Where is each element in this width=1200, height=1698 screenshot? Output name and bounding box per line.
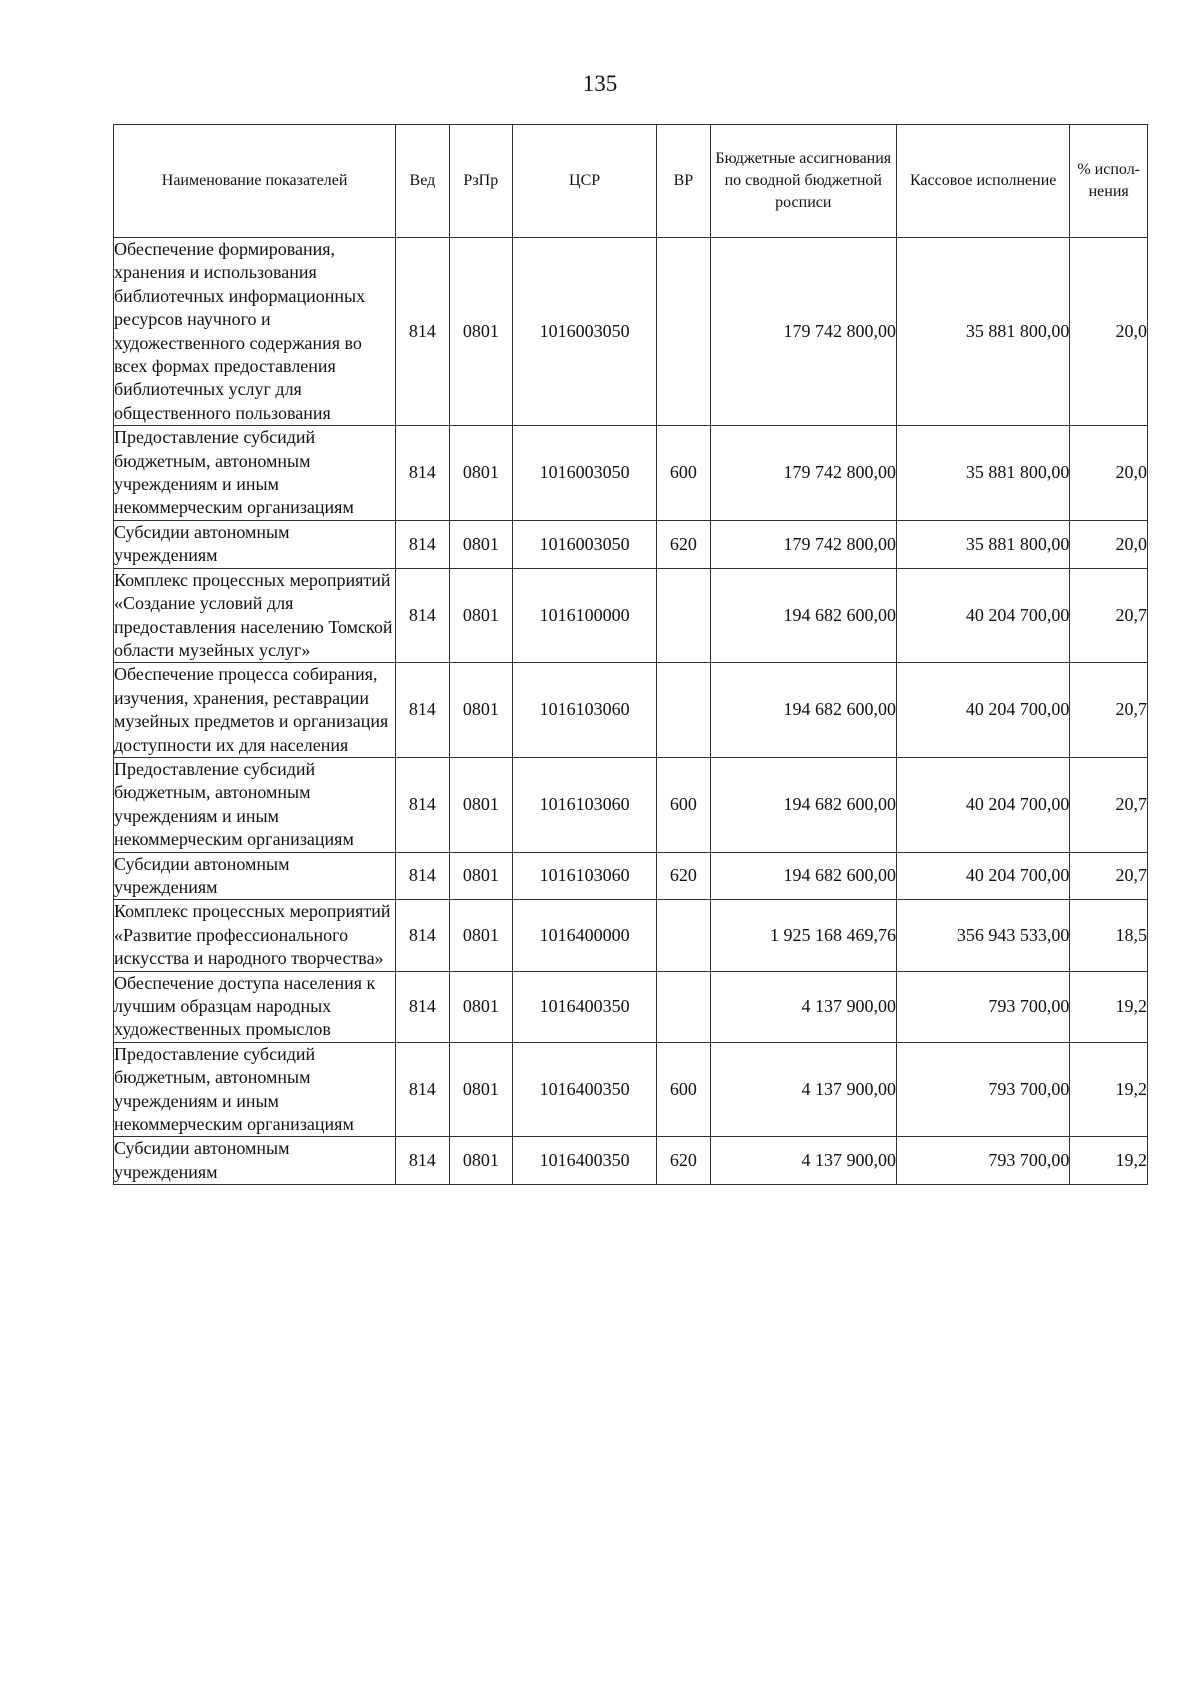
row-rzpr: 0801 — [449, 1137, 512, 1185]
row-vr — [657, 971, 710, 1042]
header-ved: Вед — [396, 125, 449, 238]
row-percent: 20,7 — [1070, 757, 1148, 852]
row-csr: 1016103060 — [513, 852, 657, 900]
row-rzpr: 0801 — [449, 1042, 512, 1137]
row-cash: 793 700,00 — [897, 1042, 1070, 1137]
row-percent: 18,5 — [1070, 900, 1148, 971]
header-rzpr: РзПр — [449, 125, 512, 238]
row-budget: 179 742 800,00 — [710, 238, 896, 426]
row-vr — [657, 568, 710, 663]
table-row — [114, 1137, 1148, 1185]
row-vr: 600 — [657, 426, 710, 521]
header-budget: Бюджетные ассигнования по сводной бюджетной росписи — [710, 125, 896, 238]
row-name: Обеспечение процесса собирания, изучения, хранения, реставрации музейных предметов и организация доступности их для населения — [114, 663, 396, 758]
row-budget: 179 742 800,00 — [710, 520, 896, 568]
row-ved: 814 — [396, 568, 449, 663]
row-rzpr: 0801 — [449, 663, 512, 758]
row-rzpr: 0801 — [449, 426, 512, 521]
row-ved: 814 — [396, 1137, 449, 1185]
row-rzpr: 0801 — [449, 238, 512, 426]
row-percent: 19,2 — [1070, 1137, 1148, 1185]
row-ved: 814 — [396, 426, 449, 521]
row-csr: 1016400350 — [513, 971, 657, 1042]
table-row — [114, 971, 1148, 1042]
row-csr: 1016400350 — [513, 1042, 657, 1137]
row-cash: 35 881 800,00 — [897, 238, 1070, 426]
row-cash: 793 700,00 — [897, 971, 1070, 1042]
row-ved: 814 — [396, 971, 449, 1042]
row-budget: 4 137 900,00 — [710, 971, 896, 1042]
row-ved: 814 — [396, 852, 449, 900]
row-name: Субсидии автономным учреждениям — [114, 852, 396, 900]
row-cash: 35 881 800,00 — [897, 520, 1070, 568]
row-cash: 40 204 700,00 — [897, 663, 1070, 758]
row-vr: 620 — [657, 852, 710, 900]
row-ved: 814 — [396, 663, 449, 758]
row-budget: 194 682 600,00 — [710, 663, 896, 758]
row-csr: 1016103060 — [513, 757, 657, 852]
row-rzpr: 0801 — [449, 757, 512, 852]
row-name: Субсидии автономным учреждениям — [114, 1137, 396, 1185]
row-cash: 793 700,00 — [897, 1137, 1070, 1185]
row-percent: 20,0 — [1070, 520, 1148, 568]
row-percent: 19,2 — [1070, 1042, 1148, 1137]
row-ved: 814 — [396, 238, 449, 426]
row-name: Субсидии автономным учреждениям — [114, 520, 396, 568]
row-rzpr: 0801 — [449, 900, 512, 971]
header-row — [114, 125, 1148, 238]
row-ved: 814 — [396, 900, 449, 971]
header-name: Наименование показателей — [114, 125, 396, 238]
row-cash: 356 943 533,00 — [897, 900, 1070, 971]
row-vr: 620 — [657, 520, 710, 568]
row-ved: 814 — [396, 520, 449, 568]
row-budget: 4 137 900,00 — [710, 1042, 896, 1137]
row-csr: 1016400350 — [513, 1137, 657, 1185]
row-name: Обеспечение доступа населения к лучшим образцам народных художественных промыслов — [114, 971, 396, 1042]
row-ved: 814 — [396, 1042, 449, 1137]
row-percent: 19,2 — [1070, 971, 1148, 1042]
row-vr: 620 — [657, 1137, 710, 1185]
header-csr: ЦСР — [513, 125, 657, 238]
row-vr — [657, 900, 710, 971]
row-percent: 20,7 — [1070, 663, 1148, 758]
row-vr: 600 — [657, 757, 710, 852]
table-row — [114, 426, 1148, 521]
row-csr: 1016003050 — [513, 238, 657, 426]
budget-execution-table — [113, 124, 1148, 1185]
header-percent: % испол-нения — [1070, 125, 1148, 238]
row-budget: 1 925 168 469,76 — [710, 900, 896, 971]
table-row — [114, 900, 1148, 971]
row-cash: 40 204 700,00 — [897, 757, 1070, 852]
row-rzpr: 0801 — [449, 520, 512, 568]
row-rzpr: 0801 — [449, 971, 512, 1042]
row-vr — [657, 663, 710, 758]
table-row — [114, 1042, 1148, 1137]
row-name: Предоставление субсидий бюджетным, автономным учреждениям и иным некоммерческим организациям — [114, 426, 396, 521]
row-rzpr: 0801 — [449, 852, 512, 900]
row-budget: 194 682 600,00 — [710, 757, 896, 852]
row-csr: 1016100000 — [513, 568, 657, 663]
row-ved: 814 — [396, 757, 449, 852]
row-budget: 194 682 600,00 — [710, 852, 896, 900]
header-cash: Кассовое исполнение — [897, 125, 1070, 238]
row-percent: 20,0 — [1070, 426, 1148, 521]
row-vr — [657, 238, 710, 426]
page-number: 135 — [582, 71, 618, 96]
row-percent: 20,0 — [1070, 238, 1148, 426]
row-cash: 40 204 700,00 — [897, 852, 1070, 900]
row-percent: 20,7 — [1070, 568, 1148, 663]
row-name: Комплекс процессных мероприятий «Создание условий для предоставления населению Томской области музейных услуг» — [114, 568, 396, 663]
table-row — [114, 568, 1148, 663]
row-name: Предоставление субсидий бюджетным, автономным учреждениям и иным некоммерческим организациям — [114, 1042, 396, 1137]
header-vr: ВР — [657, 125, 710, 238]
row-name: Комплекс процессных мероприятий «Развитие профессионального искусства и народного творчества» — [114, 900, 396, 971]
table-row — [114, 757, 1148, 852]
table-row — [114, 852, 1148, 900]
row-name: Предоставление субсидий бюджетным, автономным учреждениям и иным некоммерческим организациям — [114, 757, 396, 852]
row-rzpr: 0801 — [449, 568, 512, 663]
row-cash: 40 204 700,00 — [897, 568, 1070, 663]
row-csr: 1016103060 — [513, 663, 657, 758]
row-cash: 35 881 800,00 — [897, 426, 1070, 521]
row-csr: 1016003050 — [513, 520, 657, 568]
table-row — [114, 663, 1148, 758]
row-csr: 1016003050 — [513, 426, 657, 521]
table-row — [114, 520, 1148, 568]
row-vr: 600 — [657, 1042, 710, 1137]
row-name: Обеспечение формирования, хранения и использования библиотечных информационных ресурсов научного и художественного содержания во всех формах предоставления библиотечных услуг для общественного пользования — [114, 238, 396, 426]
row-budget: 4 137 900,00 — [710, 1137, 896, 1185]
row-percent: 20,7 — [1070, 852, 1148, 900]
table-row — [114, 238, 1148, 426]
row-budget: 194 682 600,00 — [710, 568, 896, 663]
row-csr: 1016400000 — [513, 900, 657, 971]
row-budget: 179 742 800,00 — [710, 426, 896, 521]
